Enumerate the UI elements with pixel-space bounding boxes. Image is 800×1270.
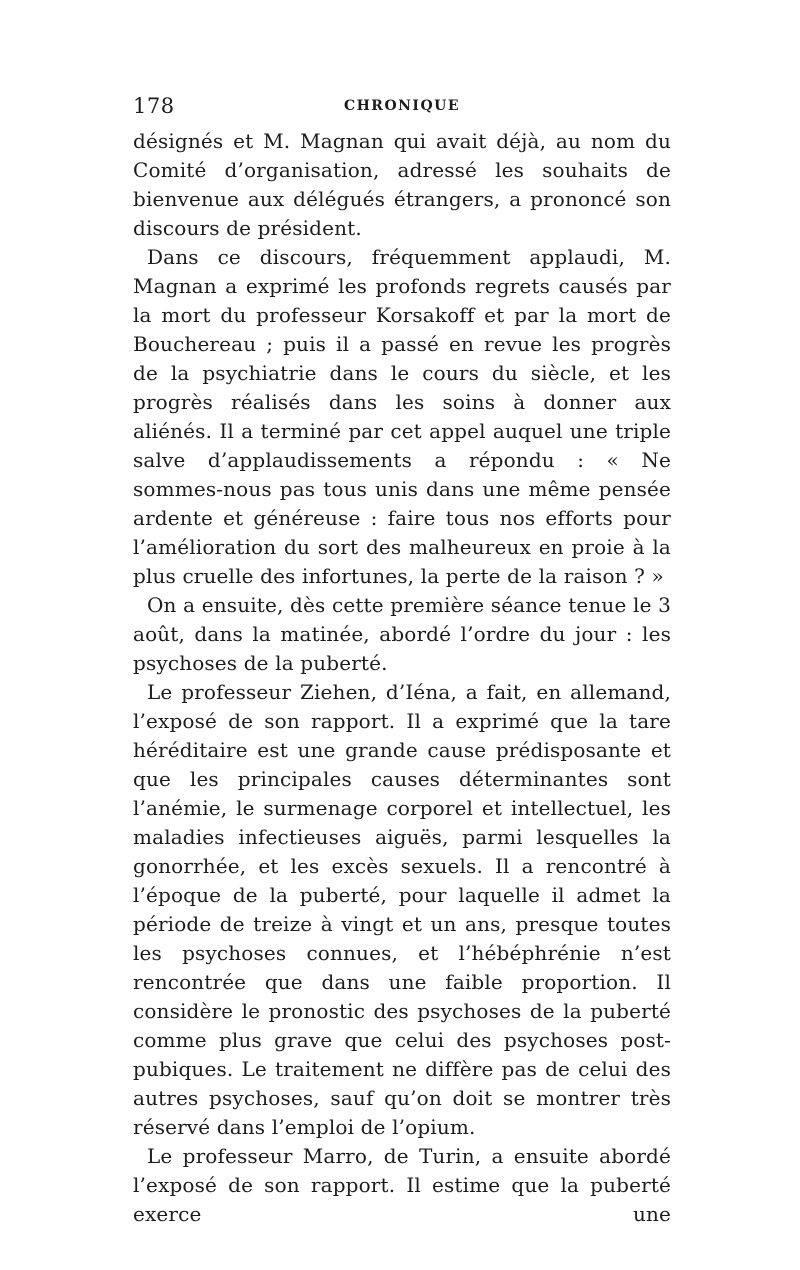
- paragraph-continuation: désignés et M. Magnan qui avait déjà, au nom du Comité d’organisation, adressé les souhaits de bienvenue aux délégués étrangers, a prononcé son discours de président.: [133, 129, 671, 240]
- paragraph-marro: Le professeur Marro, de Turin, a ensuite abordé l’exposé de son rapport. Il estime que la puberté exerce une: [133, 1144, 671, 1226]
- running-title: CHRONIQUE: [343, 98, 461, 114]
- running-head: [133, 94, 671, 120]
- paragraph-discours: Dans ce discours, fréquemment applaudi, M. Magnan a exprimé les profonds regrets causés par la mort du professeur Korsakoff et par la mort de Bouchereau ; puis il a passé en revue les progrès de la psychiatrie dans le cours du siècle, et les progrès réalisés dans les soins à donner aux aliénés. Il a terminé par cet appel auquel une triple salve d’applaudissements a répondu : « Ne sommes-nous pas tous unis dans une même pensée ardente et généreuse : faire tous nos efforts pour l’amélioration du sort des malheureux en proie à la plus cruelle des infortunes, la perte de la raison ? »: [133, 245, 671, 588]
- paragraph-ordre-du-jour: On a ensuite, dès cette première séance tenue le 3 août, dans la matinée, abordé l’ordre du jour : les psychoses de la puberté.: [133, 593, 671, 675]
- page-number: 178: [133, 94, 175, 118]
- body-text: [133, 127, 671, 1229]
- paragraph-ziehen: Le professeur Ziehen, d’Iéna, a fait, en allemand, l’exposé de son rapport. Il a exprimé que la tare héréditaire est une grande cause prédisposante et que les principales causes déterminantes sont l’anémie, le surmenage corporel et intellectuel, les maladies infectieuses aiguës, parmi lesquelles la gonorrhée, et les excès sexuels. Il a rencontré à l’époque de la puberté, pour laquelle il admet la période de treize à vingt et un ans, presque toutes les psychoses connues, et l’hébéphrénie n’est rencontrée que dans une faible proportion. Il considère le pronostic des psychoses de la puberté comme plus grave que celui des psychoses post-pubiques. Le traitement ne diffère pas de celui des autres psychoses, sauf qu’on doit se montrer très réservé dans l’emploi de l’opium.: [133, 680, 671, 1139]
